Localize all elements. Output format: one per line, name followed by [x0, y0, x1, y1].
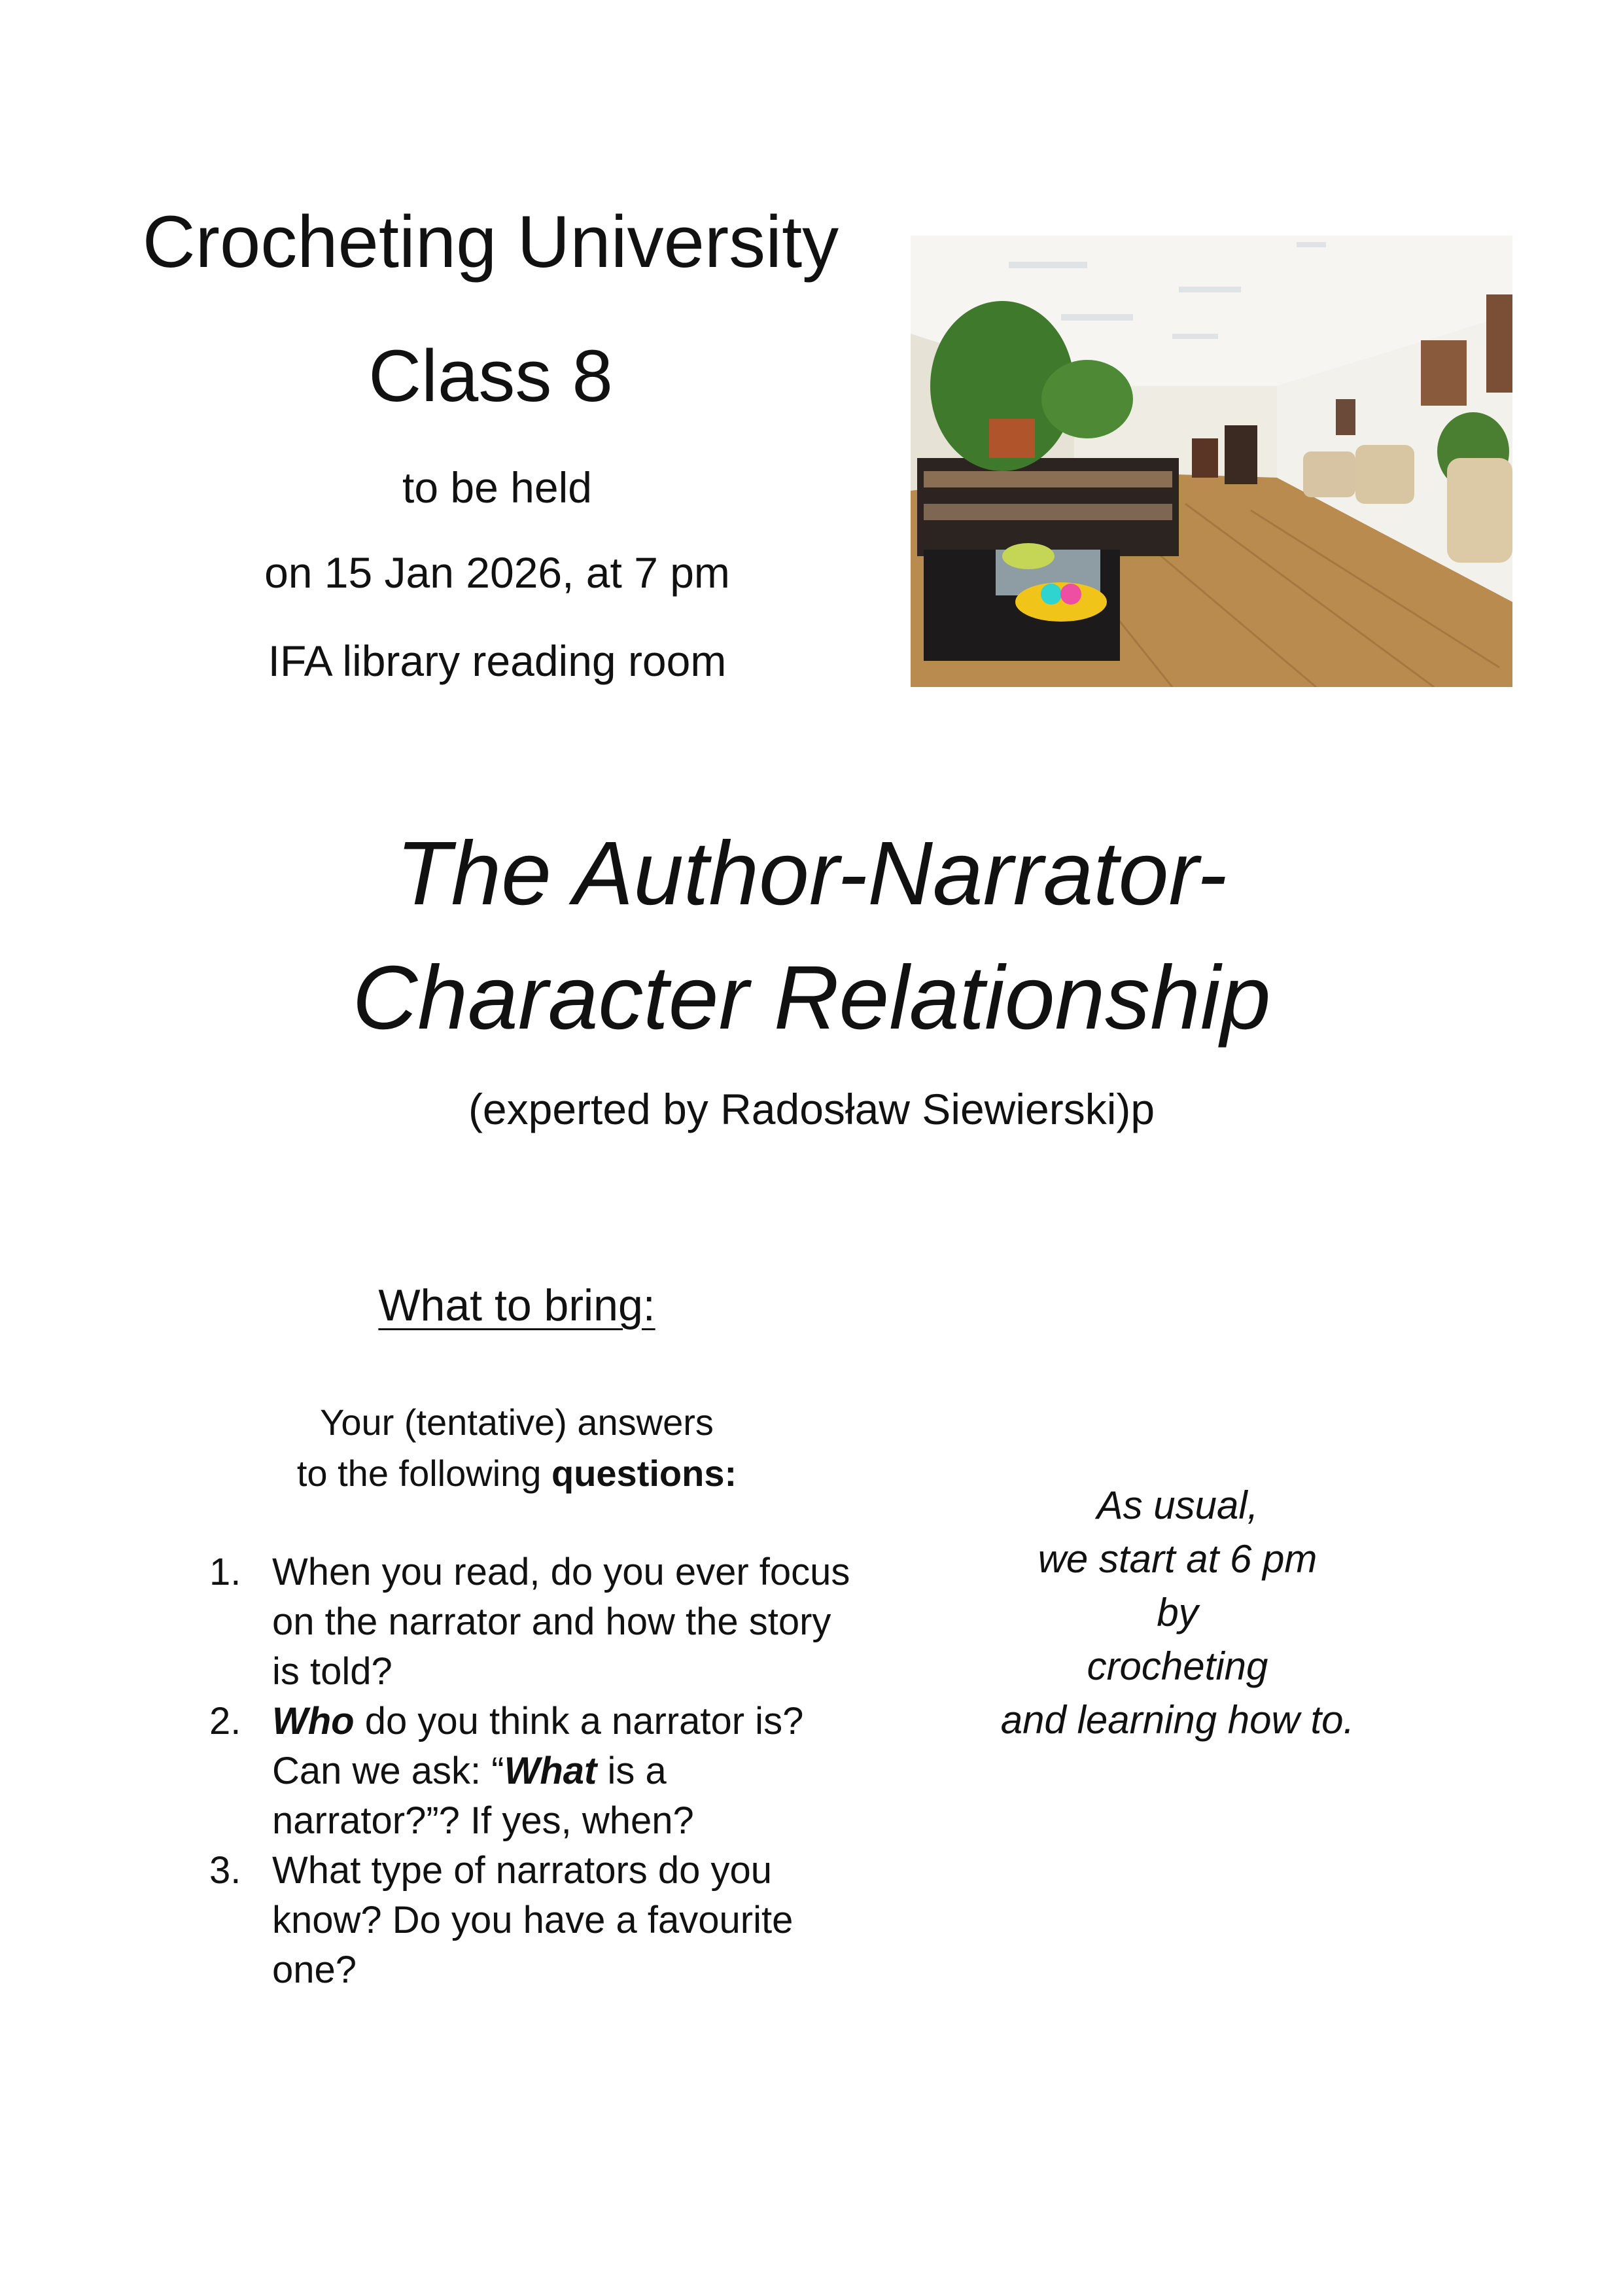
what-to-bring-heading: What to bring:	[378, 1280, 655, 1330]
library-room-illustration	[911, 236, 1512, 687]
note-line: we start at 6 pm	[1038, 1537, 1318, 1581]
intro-line2-bold: questions:	[551, 1453, 737, 1494]
start-time-note	[903, 1479, 1452, 1747]
question-text-part1: do you think a narrator is? Can we ask: “	[272, 1700, 804, 1792]
question-text	[272, 1700, 803, 1842]
intro-line2	[183, 1448, 850, 1499]
detail-date-time: on 15 Jan 2026, at 7 pm	[264, 548, 730, 597]
question-text-part2: is a narrator?”? If yes, when?	[272, 1750, 694, 1842]
note-line: crocheting	[1087, 1644, 1268, 1688]
question-emphasis-who: Who	[272, 1700, 355, 1742]
library-photo	[911, 236, 1512, 687]
bring-intro	[183, 1397, 850, 1499]
question-number: 2.	[209, 1700, 241, 1742]
questions-list	[209, 1547, 864, 1995]
note-line: and learning how to.	[1000, 1698, 1355, 1742]
detail-held: to be held	[402, 463, 592, 512]
question-item	[209, 1547, 864, 1697]
event-title: Crocheting University	[142, 201, 839, 283]
note-line: by	[1157, 1591, 1198, 1634]
topic-title-line2: Character Relationship	[352, 947, 1271, 1048]
note-line: As usual,	[1096, 1483, 1259, 1527]
question-text: When you read, do you ever focus on the narrator and how the story is told?	[272, 1551, 850, 1693]
detail-location: IFA library reading room	[268, 637, 727, 685]
intro-line1: Your (tentative) answers	[320, 1402, 714, 1443]
question-item	[209, 1697, 864, 1846]
question-emphasis-what: What	[504, 1750, 597, 1792]
topic-title-line1: The Author-Narrator-	[396, 823, 1227, 924]
question-number: 3.	[209, 1849, 241, 1892]
expert-credit: (experted by Radosław Siewierski)p	[468, 1085, 1155, 1133]
question-item	[209, 1846, 864, 1995]
question-text: What type of narrators do you know? Do you have a favourite one?	[272, 1849, 794, 1991]
class-number: Class 8	[368, 335, 613, 417]
intro-line2-prefix: to the following	[296, 1453, 551, 1494]
question-number: 1.	[209, 1551, 241, 1593]
